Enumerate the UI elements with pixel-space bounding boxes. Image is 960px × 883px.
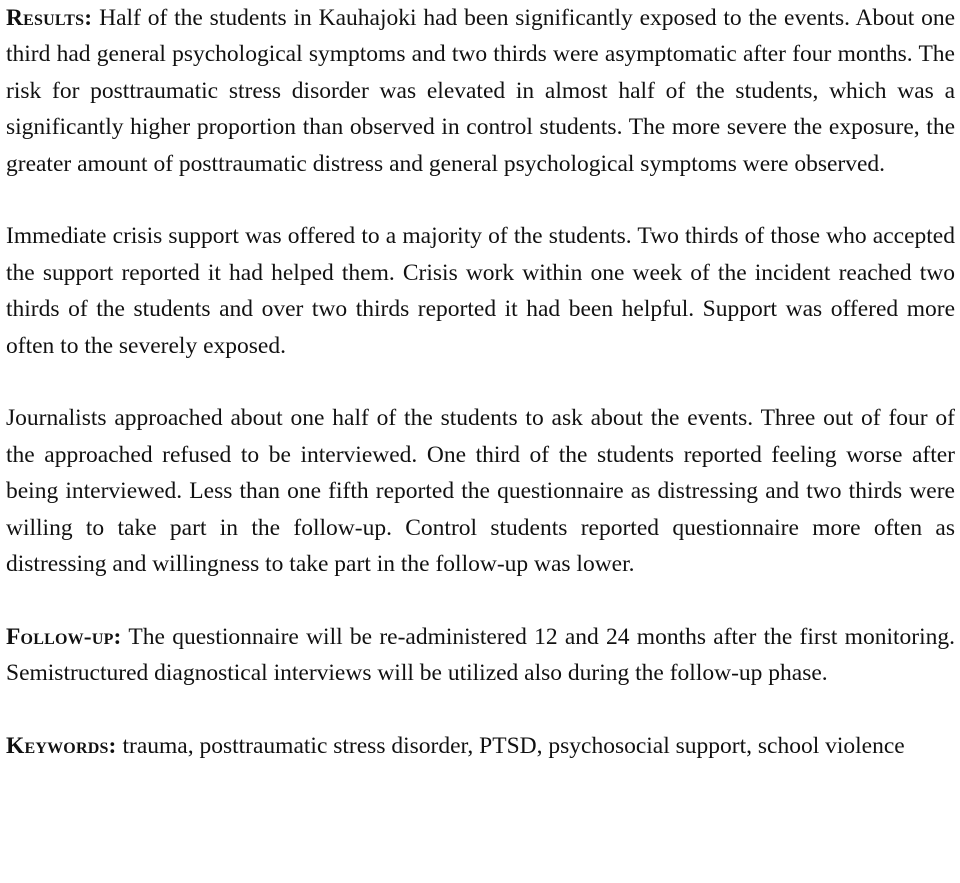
journalists-text: Journalists approached about one half of the students to ask about the events. Three out of four of the approached refused to be interviewed. One third of the students reported feeling worse after being interviewed. Less than one fifth reported the questionnaire as distressing and two thirds were willing to take part in the follow-up. Control students reported questionnaire more often as distressing and willingness to take part in the follow-up was lower. (6, 405, 955, 578)
paragraph-spacer (6, 582, 955, 618)
paragraph-spacer (6, 182, 955, 218)
results-text: Half of the students in Kauhajoki had been significantly exposed to the events. About one third had general psychological symptoms and two thirds were asymptomatic after four months. The risk for posttraumatic stress disorder was elevated in almost half of the students, which was a significantly higher proportion than observed in control students. The more severe the exposure, the greater amount of posttraumatic distress and general psychological symptoms were observed. (6, 5, 955, 177)
keywords-paragraph (6, 728, 955, 764)
crisis-support-text: Immediate crisis support was offered to a majority of the students. Two thirds of those who accepted the support reported it had helped them. Crisis work within one week of the incident reached two thirds of the students and over two thirds reported it had been helpful. Support was offered more often to the severely exposed. (6, 223, 955, 359)
keywords-text: trauma, posttraumatic stress disorder, PTSD, psychosocial support, school violence (116, 733, 905, 760)
journalists-paragraph (6, 400, 955, 582)
paragraph-spacer (6, 364, 955, 400)
follow-up-label: Follow-up: (6, 623, 122, 650)
results-paragraph (6, 0, 955, 182)
follow-up-text: The questionnaire will be re-administered 12 and 24 months after the first monitoring. Semistructured diagnostical interviews will be utilized also during the follow-up phase. (6, 623, 955, 687)
abstract-page (6, 0, 955, 764)
crisis-support-paragraph (6, 218, 955, 364)
paragraph-spacer (6, 692, 955, 728)
keywords-label: Keywords: (6, 733, 117, 760)
follow-up-paragraph (6, 619, 955, 692)
results-label: Results: (6, 5, 93, 31)
